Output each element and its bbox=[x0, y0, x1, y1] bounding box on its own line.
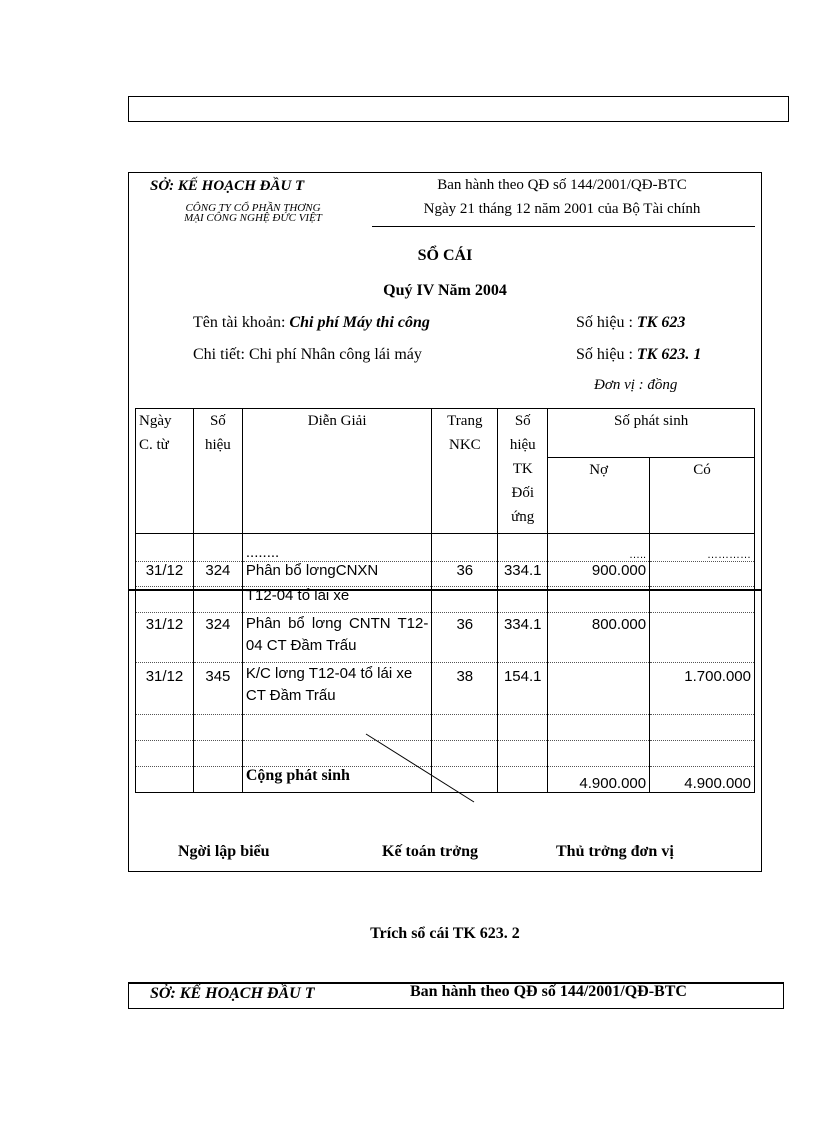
row-page bbox=[432, 534, 498, 562]
row-credit: ………… bbox=[650, 534, 755, 562]
col-debit-header: Nợ bbox=[548, 458, 650, 534]
unit: Đơn vị : đồng bbox=[594, 377, 678, 393]
col-date-line-b: C. từ bbox=[139, 437, 169, 453]
row-date: 31/12 bbox=[136, 663, 194, 715]
col-credit-header: Có bbox=[650, 458, 755, 534]
col-date-line-a: Ngày bbox=[139, 413, 172, 429]
account-detail bbox=[193, 346, 422, 364]
col-acc-line-c: TK bbox=[512, 461, 533, 477]
col-no-line-b: hiệu bbox=[204, 437, 231, 453]
col-page-header bbox=[432, 409, 498, 534]
signature-head: Thủ trởng đơn vị bbox=[556, 843, 674, 860]
org-company-line-b: MẠI CÔNG NGHỆ ĐỨC VIỆT bbox=[184, 212, 322, 224]
account-code-label: Số hiệu : bbox=[576, 314, 633, 331]
table-row bbox=[136, 613, 755, 663]
top-empty-box bbox=[128, 96, 789, 122]
account-detail-label: Chi tiết: bbox=[193, 346, 245, 363]
col-desc-header: Diễn Giải bbox=[242, 409, 432, 534]
col-date-header bbox=[136, 409, 194, 534]
account-detail-code-value: TK 623. 1 bbox=[636, 346, 702, 363]
col-no-line-a: Số bbox=[209, 413, 226, 429]
total-debit: 4.900.000 bbox=[548, 767, 650, 793]
account-detail-code bbox=[576, 346, 701, 364]
form-top-rule bbox=[128, 172, 762, 173]
signature-preparer: Ngời lập biểu bbox=[178, 843, 270, 860]
account-code-value: TK 623 bbox=[636, 314, 686, 331]
org-company-line-a: CÔNG TY CỔ PHẦN THƠNG bbox=[185, 202, 321, 214]
col-acc-line-e: ứng bbox=[511, 509, 535, 525]
page-title: SỔ CÁI bbox=[417, 247, 473, 264]
row-no: 345 bbox=[193, 663, 242, 715]
table-row bbox=[136, 562, 755, 587]
next-decree: Ban hành theo QĐ số 144/2001/QĐ-BTC bbox=[410, 983, 687, 1000]
strike-diagonal bbox=[360, 728, 480, 808]
row-acc: 334.1 bbox=[498, 613, 548, 663]
col-page-line-a: Trang bbox=[447, 413, 483, 429]
col-page-line-b: NKC bbox=[448, 437, 481, 453]
row-date: 31/12 bbox=[136, 562, 194, 587]
decree-line-2: Ngày 21 tháng 12 năm 2001 của Bộ Tài chính bbox=[423, 201, 701, 217]
signature-accountant: Kế toán trởng bbox=[382, 843, 478, 860]
table-row bbox=[136, 663, 755, 715]
row-desc: K/C lơng T12-04 tổ lái xe CT Đầm Trấu bbox=[242, 663, 432, 715]
col-acc-header bbox=[498, 409, 548, 534]
account-detail-code-label: Số hiệu : bbox=[576, 346, 633, 363]
account-detail-value: Chi phí Nhân công lái máy bbox=[249, 346, 422, 363]
row-desc: Phân bổ lơng CNTN T12-04 CT Đầm Trấu bbox=[242, 613, 432, 663]
row-no: 324 bbox=[193, 613, 242, 663]
next-org: SỞ: KẾ HOẠCH ĐẦU T bbox=[150, 985, 315, 1002]
col-acc-line-d: Đối bbox=[511, 485, 534, 501]
row-acc bbox=[498, 534, 548, 562]
row-no bbox=[193, 534, 242, 562]
account-name bbox=[193, 314, 430, 332]
section-divider bbox=[128, 589, 762, 591]
row-credit bbox=[650, 562, 755, 587]
row-desc: ........ bbox=[242, 534, 432, 562]
org-company bbox=[158, 203, 348, 223]
strike-line bbox=[366, 734, 474, 802]
row-debit: ….. bbox=[548, 534, 650, 562]
decree-line-1: Ban hành theo QĐ số 144/2001/QĐ-BTC bbox=[437, 177, 687, 193]
col-amount-header: Số phát sinh bbox=[548, 409, 755, 458]
row-debit: 900.000 bbox=[548, 562, 650, 587]
header-rule bbox=[372, 226, 755, 227]
row-page: 38 bbox=[432, 663, 498, 715]
row-desc: Phân bổ lơngCNXN bbox=[242, 562, 432, 587]
total-credit: 4.900.000 bbox=[650, 767, 755, 793]
col-no-header bbox=[193, 409, 242, 534]
row-credit: 1.700.000 bbox=[650, 663, 755, 715]
row-no: 324 bbox=[193, 562, 242, 587]
row-date: 31/12 bbox=[136, 613, 194, 663]
table-row bbox=[136, 534, 755, 562]
row-debit: 800.000 bbox=[548, 613, 650, 663]
account-name-value: Chi phí Máy thi công bbox=[289, 314, 430, 331]
row-date bbox=[136, 534, 194, 562]
row-page: 36 bbox=[432, 613, 498, 663]
account-code bbox=[576, 314, 685, 332]
row-credit bbox=[650, 613, 755, 663]
account-name-label: Tên tài khoản: bbox=[193, 314, 286, 331]
row-debit bbox=[548, 663, 650, 715]
org-line-1: SỞ: KẾ HOẠCH ĐẦU T bbox=[150, 178, 305, 194]
col-acc-line-b: hiệu bbox=[509, 437, 536, 453]
section-subtitle: Trích sổ cái TK 623. 2 bbox=[370, 925, 520, 942]
total-label: Cộng phát sinh bbox=[242, 767, 432, 793]
row-acc: 154.1 bbox=[498, 663, 548, 715]
row-page: 36 bbox=[432, 562, 498, 587]
col-acc-line-a: Số bbox=[514, 413, 531, 429]
period: Quý IV Năm 2004 bbox=[383, 282, 507, 299]
row-acc: 334.1 bbox=[498, 562, 548, 587]
row-desc: T12-04 tổ lái xe bbox=[242, 587, 432, 613]
